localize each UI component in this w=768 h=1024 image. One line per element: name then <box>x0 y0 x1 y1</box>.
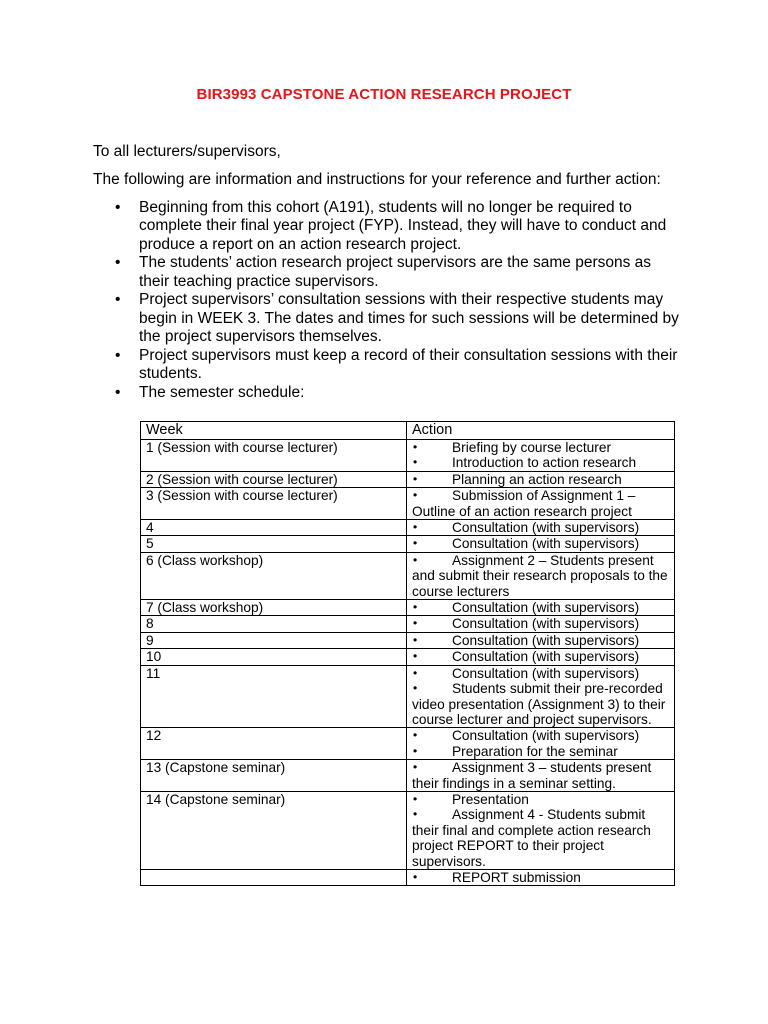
semester-schedule-table <box>140 421 675 886</box>
week-cell: 10 <box>141 649 407 665</box>
action-cell <box>407 600 675 616</box>
action-cell <box>407 440 675 472</box>
action-item: • Briefing by course lecturer <box>412 440 669 455</box>
action-item: • Consultation (with supervisors) <box>412 666 669 681</box>
intro-paragraph: The following are information and instructions for your reference and further action: <box>93 171 661 188</box>
table-row <box>141 632 675 648</box>
action-item: • Consultation (with supervisors) <box>412 633 669 648</box>
bullet-item: • Project supervisors must keep a record of their consultation sessions with their students. <box>93 347 683 384</box>
week-cell: 3 (Session with course lecturer) <box>141 488 407 520</box>
bullet-item: • Project supervisors’ consultation sessions with their respective students may begin in WEEK 3. The dates and times for such sessions will be determined by the project supervisors themselves. <box>93 291 683 346</box>
week-cell: 1 (Session with course lecturer) <box>141 440 407 472</box>
action-cell <box>407 552 675 599</box>
week-cell: 7 (Class workshop) <box>141 600 407 616</box>
week-cell: 5 <box>141 536 407 552</box>
week-cell: 8 <box>141 616 407 632</box>
action-item: • Assignment 3 – students present their findings in a seminar setting. <box>412 760 669 791</box>
header-week: Week <box>141 422 407 440</box>
action-cell <box>407 728 675 760</box>
week-cell: 9 <box>141 632 407 648</box>
week-cell: 4 <box>141 520 407 536</box>
action-item: • Consultation (with supervisors) <box>412 728 669 743</box>
header-action: Action <box>407 422 675 440</box>
action-item: • Assignment 2 – Students present and submit their research proposals to the course lecturers <box>412 553 669 599</box>
table-row <box>141 600 675 616</box>
table-header-row <box>141 422 675 440</box>
table-row <box>141 536 675 552</box>
week-cell: 14 (Capstone seminar) <box>141 791 407 869</box>
document-title: BIR3993 CAPSTONE ACTION RESEARCH PROJECT <box>196 86 572 103</box>
table-row <box>141 440 675 472</box>
table-row <box>141 552 675 599</box>
action-item: • Consultation (with supervisors) <box>412 649 669 664</box>
action-item: • Consultation (with supervisors) <box>412 600 669 615</box>
table-row <box>141 520 675 536</box>
action-cell <box>407 471 675 487</box>
week-cell: 13 (Capstone seminar) <box>141 760 407 792</box>
action-cell <box>407 665 675 728</box>
action-item: • Consultation (with supervisors) <box>412 520 669 535</box>
table-row <box>141 471 675 487</box>
table-row <box>141 728 675 760</box>
table-row <box>141 488 675 520</box>
table-row <box>141 760 675 792</box>
action-item: • Preparation for the seminar <box>412 744 669 759</box>
action-cell <box>407 760 675 792</box>
action-cell <box>407 616 675 632</box>
table-row <box>141 616 675 632</box>
action-item: • Students submit their pre-recorded video presentation (Assignment 3) to their course lecturer and project supervisors. <box>412 681 669 727</box>
week-cell: 6 (Class workshop) <box>141 552 407 599</box>
action-item: • Planning an action research <box>412 472 669 487</box>
action-cell <box>407 632 675 648</box>
week-cell: 12 <box>141 728 407 760</box>
action-cell <box>407 791 675 869</box>
table-row <box>141 869 675 885</box>
action-cell <box>407 536 675 552</box>
greeting: To all lecturers/supervisors, <box>93 143 281 160</box>
week-cell: 2 (Session with course lecturer) <box>141 471 407 487</box>
action-item: • Consultation (with supervisors) <box>412 536 669 551</box>
action-item: • Introduction to action research <box>412 455 669 470</box>
action-item: • Assignment 4 - Students submit their final and complete action research project REPORT to their project supervisors. <box>412 807 669 869</box>
week-cell: 11 <box>141 665 407 728</box>
action-item: • Presentation <box>412 792 669 807</box>
action-item: • Consultation (with supervisors) <box>412 616 669 631</box>
week-cell <box>141 869 407 885</box>
bullet-item: • The students’ action research project supervisors are the same persons as their teaching practice supervisors. <box>93 254 683 291</box>
action-item: • Submission of Assignment 1 – Outline of an action research project <box>412 488 669 519</box>
table-row <box>141 665 675 728</box>
action-cell <box>407 869 675 885</box>
action-cell <box>407 649 675 665</box>
table-row <box>141 649 675 665</box>
bullet-item: • Beginning from this cohort (A191), students will no longer be required to complete their final year project (FYP). Instead, they will have to conduct and produce a report on an action research project. <box>93 199 683 254</box>
info-bullet-list <box>93 199 683 403</box>
action-cell <box>407 520 675 536</box>
action-item: • REPORT submission <box>412 870 669 885</box>
table-row <box>141 791 675 869</box>
action-cell <box>407 488 675 520</box>
bullet-item: • The semester schedule: <box>93 384 683 402</box>
